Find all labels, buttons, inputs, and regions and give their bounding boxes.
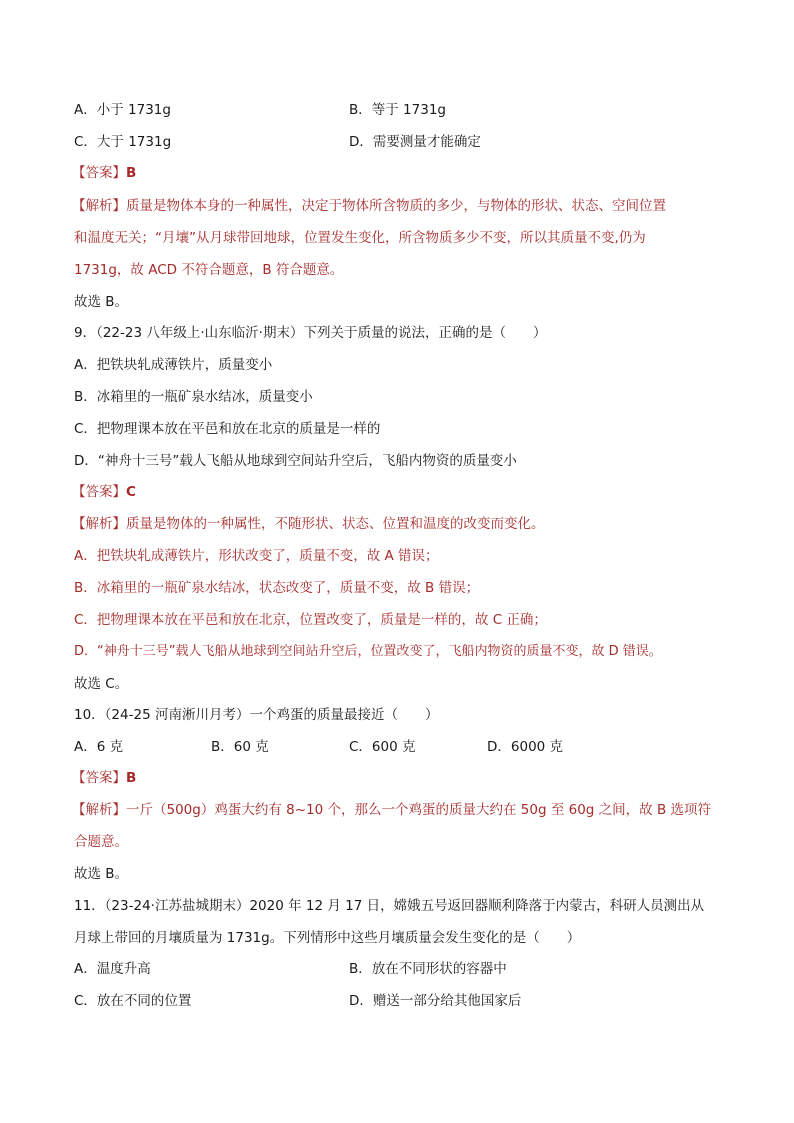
analysis-text: 质量是物体本身的一种属性，决定于物体所含物质的多少，与物体的形状、状态、空间位置 bbox=[126, 198, 666, 214]
analysis-tag: 【解析】 bbox=[72, 198, 126, 214]
answer-value: B bbox=[126, 165, 137, 181]
analysis-tag: 【解析】 bbox=[72, 516, 126, 532]
q10-option-b: B．60 克 bbox=[211, 739, 269, 755]
answer-tag: 【答案】 bbox=[72, 165, 126, 181]
q8-option-c: C．大于 1731g bbox=[74, 134, 172, 150]
q11-option-b: B．放在不同形状的容器中 bbox=[349, 961, 507, 977]
q10-stem: 10．（24-25 河南淅川月考）一个鸡蛋的质量最接近（ ） bbox=[74, 707, 439, 723]
q9-option-b: B．冰箱里的一瓶矿泉水结冰，质量变小 bbox=[74, 389, 313, 405]
q9-option-c: C．把物理课本放在平邑和放在北京的质量是一样的 bbox=[74, 421, 381, 437]
q10-analysis-line-2: 合题意。 bbox=[74, 834, 128, 850]
q9-option-a: A．把铁块轧成薄铁片，质量变小 bbox=[74, 357, 273, 373]
q10-option-a: A．6 克 bbox=[74, 739, 124, 755]
q10-option-d: D．6000 克 bbox=[487, 739, 564, 755]
q9-conclusion: 故选 C。 bbox=[74, 676, 129, 692]
q8-analysis-line-3: 1731g，故 ACD 不符合题意，B 符合题意。 bbox=[74, 262, 344, 278]
q9-analysis-line-5: D．“神舟十三号”载人飞船从地球到空间站升空后，位置改变了，飞船内物资的质量不变，故 D 错误。 bbox=[74, 644, 662, 659]
analysis-text: 质量是物体的一种属性，不随形状、状态、位置和温度的改变而变化。 bbox=[126, 516, 545, 532]
q8-conclusion: 故选 B。 bbox=[74, 294, 129, 310]
q10-analysis-line-1 bbox=[72, 800, 711, 820]
q9-answer bbox=[72, 482, 136, 502]
analysis-tag: 【解析】 bbox=[72, 802, 126, 818]
q9-analysis-line-4: C．把物理课本放在平邑和放在北京，位置改变了，质量是一样的，故 C 正确； bbox=[74, 612, 547, 628]
q8-option-b: B．等于 1731g bbox=[349, 102, 446, 118]
q11-stem-line-2: 月球上带回的月壤质量为 1731g。下列情形中这些月壤质量会发生变化的是（ ） bbox=[74, 930, 581, 946]
q8-analysis-line-1 bbox=[72, 196, 666, 216]
q11-option-a: A．温度升高 bbox=[74, 961, 151, 977]
q9-analysis-line-2: A．把铁块轧成薄铁片，形状改变了，质量不变，故 A 错误； bbox=[74, 548, 439, 564]
q10-answer bbox=[72, 768, 136, 788]
q9-analysis-line-1 bbox=[72, 514, 545, 534]
q9-option-d: D．“神舟十三号”载人飞船从地球到空间站升空后，飞船内物资的质量变小 bbox=[74, 453, 517, 469]
answer-value: B bbox=[126, 770, 137, 786]
answer-tag: 【答案】 bbox=[72, 484, 126, 500]
q8-answer bbox=[72, 163, 136, 183]
answer-value: C bbox=[126, 484, 136, 500]
q10-option-c: C．600 克 bbox=[349, 739, 416, 755]
q8-analysis-line-2: 和温度无关；“月壤”从月球带回地球，位置发生变化，所含物质多少不变，所以其质量不变,仍为 bbox=[74, 230, 646, 246]
q8-option-d: D．需要测量才能确定 bbox=[349, 134, 481, 150]
analysis-text: 一斤（500g）鸡蛋大约有 8~10 个，那么一个鸡蛋的质量大约在 50g 至 60g 之间，故 B 选项符 bbox=[126, 802, 712, 818]
q11-option-d: D．赠送一部分给其他国家后 bbox=[349, 993, 522, 1009]
q11-stem-line-1: 11．（23-24·江苏盐城期末）2020 年 12 月 17 日，嫦娥五号返回器顺利降落于内蒙古，科研人员测出从 bbox=[74, 898, 705, 914]
q11-option-c: C．放在不同的位置 bbox=[74, 993, 192, 1009]
q9-analysis-line-3: B．冰箱里的一瓶矿泉水结冰，状态改变了，质量不变，故 B 错误； bbox=[74, 580, 480, 596]
q10-conclusion: 故选 B。 bbox=[74, 866, 129, 882]
q8-option-a: A．小于 1731g bbox=[74, 102, 171, 118]
q9-stem: 9．（22-23 八年级上·山东临沂·期末）下列关于质量的说法，正确的是（ ） bbox=[74, 325, 547, 341]
answer-tag: 【答案】 bbox=[72, 770, 126, 786]
